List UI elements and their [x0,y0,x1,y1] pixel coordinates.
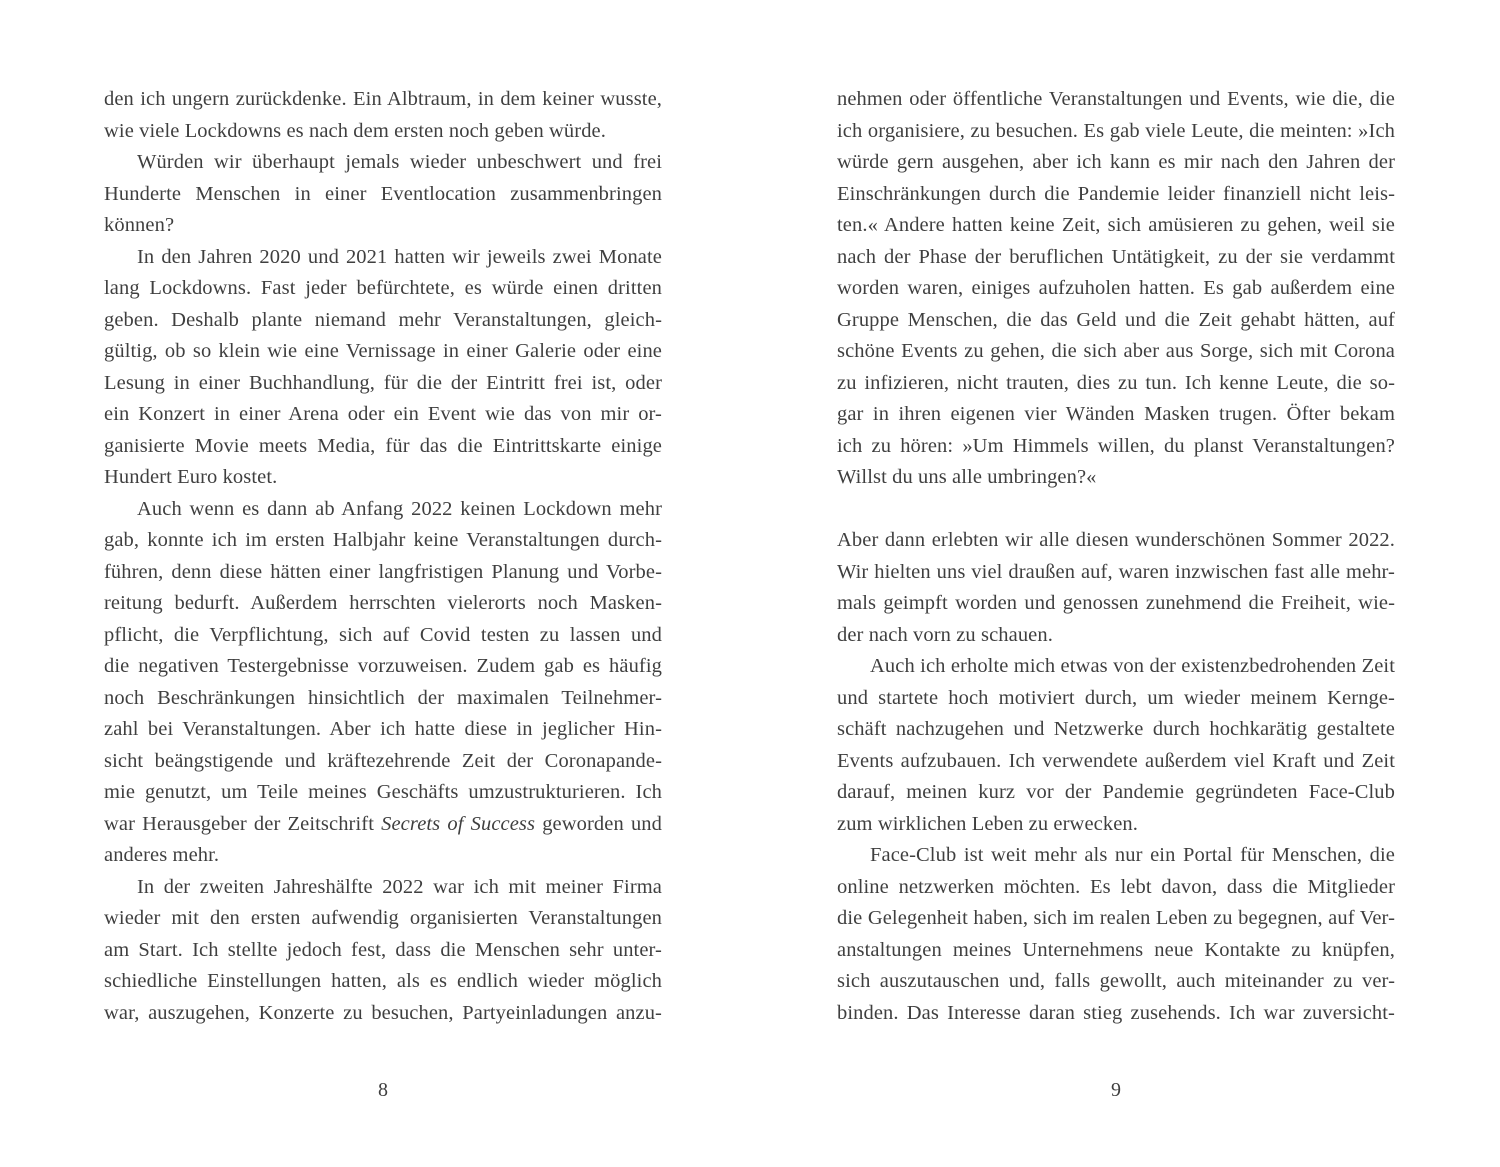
text-segment: schäft nachzugehen und Netzwerke durch hochkarätig gestaltete [837,718,1395,740]
text-segment: ten.« Andere hatten keine Zeit, sich amüsieren zu gehen, weil sie [837,214,1395,236]
text-segment: geben. Deshalb plante niemand mehr Veranstaltungen, gleich- [104,308,662,331]
text-segment: Gruppe Menschen, die das Geld und die Zeit gehabt hätten, auf [837,308,1395,331]
text-segment: führen, denn diese hätten einer langfristigen Planung und Vorbe- [104,560,662,583]
text-line [104,179,662,211]
text-line [104,525,662,557]
page-number-right: 9 [1111,1079,1121,1101]
text-line [837,714,1395,746]
text-segment: Würden wir überhaupt jemals wieder unbeschwert und frei [137,151,662,173]
text-segment: Lesung in einer Buchhandlung, für die der Eintritt frei ist, oder [104,371,662,394]
text-line [104,84,662,116]
text-line [104,588,662,620]
text-line [104,336,662,368]
text-segment: nehmen oder öffentliche Veranstaltungen und Events, wie die, die [837,88,1395,110]
text-segment: die Gelegenheit haben, sich im realen Leben zu begegnen, auf Ver- [837,907,1395,929]
text-line [104,494,662,526]
text-line [104,683,662,715]
text-segment: Aber dann erlebten wir alle diesen wunderschönen Sommer 2022. [837,529,1395,551]
text-line [104,998,662,1030]
text-segment: und startete hoch motiviert durch, um wieder meinem Kernge- [837,686,1395,709]
text-segment: zu infizieren, nicht trauten, dies zu tun. Ich kenne Leute, die so- [837,371,1395,394]
text-line [837,746,1395,778]
text-segment: war, auszugehen, Konzerte zu besuchen, Partyeinladungen anzu- [104,1001,662,1024]
text-line [837,651,1395,683]
text-line [837,399,1395,431]
text-segment: Face-Club ist weit mehr als nur ein Portal für Menschen, die [870,844,1395,866]
text-segment: ein Konzert in einer Arena oder ein Event wie das von mir or- [104,403,662,425]
text-segment: am Start. Ich stellte jedoch fest, dass die Menschen sehr unter- [104,938,662,961]
text-line [837,872,1395,904]
text-line [104,809,662,841]
text-segment: zum wirklichen Leben zu erwecken. [837,812,1138,835]
right-page-text [837,84,1395,1029]
text-line [104,210,662,242]
text-line [104,147,662,179]
text-segment: ich organisiere, zu besuchen. Es gab viele Leute, die meinten: »Ich [837,119,1395,142]
text-line [104,620,662,652]
text-segment: geworden und [535,812,662,835]
text-line [837,368,1395,400]
text-line [837,903,1395,935]
text-segment: schiedliche Einstellungen hatten, als es endlich wieder möglich [104,970,662,992]
text-segment: In den Jahren 2020 und 2021 hatten wir jeweils zwei Monate [137,245,662,268]
text-line [837,840,1395,872]
text-line [104,431,662,463]
text-segment: darauf, meinen kurz vor der Pandemie gegründeten Face-Club [837,781,1395,803]
text-line [837,966,1395,998]
text-segment: schöne Events zu gehen, die sich aber aus Sorge, sich mit Corona [837,340,1395,362]
text-line [104,651,662,683]
text-line [837,116,1395,148]
text-segment: ganisierte Movie meets Media, für das die Eintrittskarte einige [104,434,662,457]
text-line [837,431,1395,463]
text-segment: pflicht, die Verpflichtung, sich auf Covid testen zu lassen und [104,623,662,646]
text-segment: der nach vorn zu schauen. [837,623,1053,646]
text-line [104,714,662,746]
text-line [837,305,1395,337]
text-segment: Events aufzubauen. Ich verwendete außerdem viel Kraft und Zeit [837,749,1395,772]
text-segment: mals geimpft worden und genossen zunehmend die Freiheit, wie- [837,592,1395,614]
text-line [104,746,662,778]
text-segment: können? [104,214,175,236]
text-segment: Hundert Euro kostet. [104,466,278,488]
text-line [104,903,662,935]
text-line [104,368,662,400]
text-segment: online netzwerken möchten. Es lebt davon, dass die Mitglieder [837,875,1395,898]
text-segment: anderes mehr. [104,844,220,866]
left-page-text [104,84,662,1029]
text-segment: die negativen Testergebnisse vorzuweisen. Zudem gab es häufig [104,655,662,677]
text-line [837,179,1395,211]
text-segment: worden waren, einiges aufzuholen hatten. Es gab außerdem eine [837,277,1395,299]
text-segment: reitung bedurft. Außerdem herrschten vielerorts noch Masken- [104,592,662,614]
text-segment: ich zu hören: »Um Himmels willen, du planst Veranstaltungen? [837,434,1395,457]
text-segment: Auch wenn es dann ab Anfang 2022 keinen Lockdown mehr [137,497,662,520]
text-segment: Willst du uns alle umbringen?« [837,466,1097,488]
paragraph-spacer [837,494,1395,526]
text-segment: gab, konnte ich im ersten Halbjahr keine Veranstaltungen durch- [104,529,662,551]
text-segment: sich auszutauschen und, falls gewollt, auch miteinander zu ver- [837,970,1395,992]
text-line [104,966,662,998]
text-segment: noch Beschränkungen hinsichtlich der maximalen Teilnehmer- [104,686,662,709]
text-line [837,462,1395,494]
text-line [837,809,1395,841]
text-line [837,998,1395,1030]
text-line [837,588,1395,620]
text-segment: gültig, ob so klein wie eine Vernissage in einer Galerie oder eine [104,340,662,362]
text-segment: Hunderte Menschen in einer Eventlocation zusammenbringen [104,182,662,205]
text-segment: zahl bei Veranstaltungen. Aber ich hatte diese in jeglicher Hin- [104,718,662,740]
text-segment: sicht beängstigende und kräftezehrende Zeit der Coronapande- [104,749,662,772]
text-line [837,935,1395,967]
text-line [104,872,662,904]
text-line [837,777,1395,809]
text-line [104,273,662,305]
text-line [837,84,1395,116]
text-segment: binden. Das Interesse daran stieg zusehends. Ich war zuversicht- [837,1001,1395,1024]
text-segment: anstaltungen meines Unternehmens neue Kontakte zu knüpfen, [837,938,1395,961]
italic-text: Secrets of Success [381,812,536,835]
text-line [837,273,1395,305]
text-line [837,620,1395,652]
text-segment: In der zweiten Jahreshälfte 2022 war ich mit meiner Firma [137,875,662,898]
text-line [837,242,1395,274]
text-line [104,462,662,494]
text-line [837,336,1395,368]
text-segment: wie viele Lockdowns es nach dem ersten noch geben würde. [104,119,606,142]
text-segment: lang Lockdowns. Fast jeder befürchtete, es würde einen dritten [104,277,662,299]
text-line [104,305,662,337]
text-line [837,525,1395,557]
text-line [837,147,1395,179]
text-line [104,399,662,431]
text-line [837,557,1395,589]
text-line [837,683,1395,715]
text-segment: Auch ich erholte mich etwas von der existenzbedrohenden Zeit [870,655,1395,677]
text-segment: gar in ihren eigenen vier Wänden Masken trugen. Öfter bekam [837,403,1395,425]
text-line [104,557,662,589]
text-segment: war Herausgeber der Zeitschrift [104,812,382,835]
text-segment: den ich ungern zurückdenke. Ein Albtraum, in dem keiner wusste, [104,88,662,110]
text-line [104,777,662,809]
text-segment: wieder mit den ersten aufwendig organisierten Veranstaltungen [104,907,662,929]
page-number-left: 8 [378,1079,388,1101]
text-segment: Einschränkungen durch die Pandemie leider finanziell nicht leis- [837,182,1395,205]
text-segment: nach der Phase der beruflichen Untätigkeit, zu der sie verdammt [837,245,1395,268]
text-segment: mie genutzt, um Teile meines Geschäfts umzustrukturieren. Ich [104,781,662,803]
text-line [837,210,1395,242]
text-line [104,116,662,148]
text-segment: Wir hielten uns viel draußen auf, waren inzwischen fast alle mehr- [837,560,1395,583]
text-line [104,840,662,872]
text-line [104,935,662,967]
text-segment: würde gern ausgehen, aber ich kann es mir nach den Jahren der [837,151,1395,173]
text-line [104,242,662,274]
